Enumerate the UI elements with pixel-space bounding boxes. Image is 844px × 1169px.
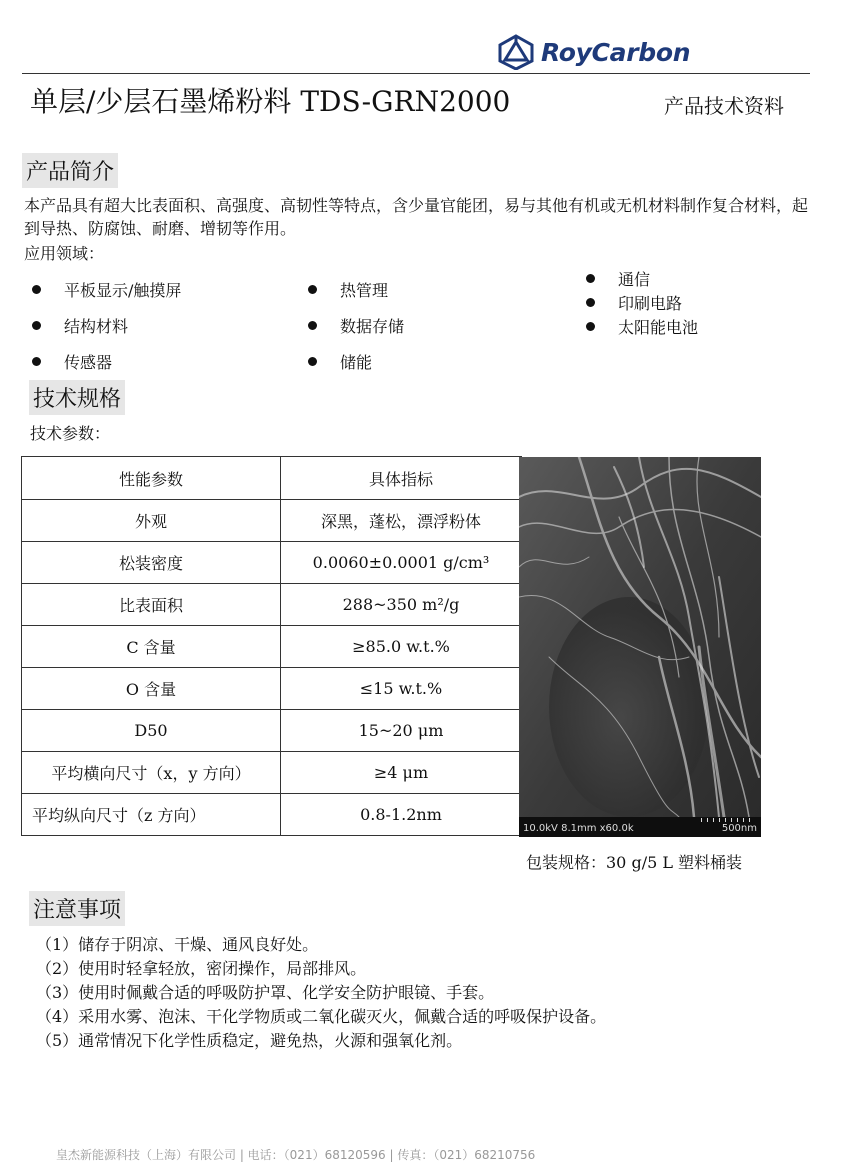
bullet-icon: [308, 321, 317, 330]
list-item: （5）通常情况下化学性质稳定，避免热，火源和强氧化剂。: [36, 1031, 463, 1050]
list-item: [308, 307, 404, 343]
table-row: [22, 668, 522, 710]
page-title: 单层/少层石墨烯粉料 TDS-GRN2000: [30, 85, 511, 118]
sem-scale-label: 500nm: [721, 823, 757, 834]
table-row: [22, 542, 522, 584]
table-row: [22, 500, 522, 542]
specs-label: 技术参数：: [30, 424, 111, 443]
list-item: （1）储存于阴凉、干燥、通风良好处。: [36, 935, 319, 954]
table-row: [22, 752, 522, 794]
list-item-label: 太阳能电池: [618, 317, 699, 337]
table-cell: 平均横向尺寸（x，y 方向）: [22, 752, 281, 794]
list-item: [32, 343, 181, 379]
list-item-label: 储能: [340, 352, 373, 372]
notes-list: [36, 933, 606, 1053]
table-cell: 比表面积: [22, 584, 281, 626]
section-heading-specs: 技术规格: [29, 380, 125, 415]
list-item: （2）使用时轻拿轻放，密闭操作，局部排风。: [36, 959, 367, 978]
bullet-icon: [308, 357, 317, 366]
brand-name: RoyCarbon: [541, 37, 691, 67]
list-item-label: 传感器: [64, 352, 113, 372]
list-item-label: 结构材料: [64, 316, 129, 336]
table-cell: ≥85.0 w.t.%: [281, 626, 522, 668]
list-item-label: 平板显示/触摸屏: [64, 280, 182, 300]
table-cell: 平均纵向尺寸（z 方向）: [22, 794, 281, 836]
list-item-label: 热管理: [340, 280, 389, 300]
spec-table: [21, 456, 522, 836]
list-item-label: 通信: [618, 269, 651, 289]
bullet-icon: [32, 357, 41, 366]
bullet-icon: [32, 321, 41, 330]
hexagon-logo-icon: [497, 34, 535, 70]
table-cell: D50: [22, 710, 281, 752]
table-cell: 松装密度: [22, 542, 281, 584]
list-item: [308, 271, 404, 307]
table-header-row: [22, 457, 522, 500]
table-cell: 288~350 m²/g: [281, 584, 522, 626]
page-subtitle: 产品技术资料: [664, 94, 784, 118]
applications-column-2: [308, 271, 404, 379]
applications-label: 应用领域：: [24, 244, 105, 263]
list-item: [308, 343, 404, 379]
scale-bar-ticks: [701, 818, 755, 822]
bullet-icon: [586, 298, 595, 307]
table-row: [22, 584, 522, 626]
table-cell: 外观: [22, 500, 281, 542]
packaging-spec: 包装规格：30 g/5 L 塑料桶装: [526, 853, 743, 872]
table-cell: 0.0060±0.0001 g/cm³: [281, 542, 522, 584]
table-row: [22, 794, 522, 836]
list-item: （4）采用水雾、泡沫、干化学物质或二氧化碳灭火，佩戴合适的呼吸保护设备。: [36, 1007, 607, 1026]
table-cell: 深黑，蓬松，漂浮粉体: [281, 500, 522, 542]
section-heading-intro: 产品简介: [22, 153, 118, 188]
table-cell: 15~20 μm: [281, 710, 522, 752]
list-item: [586, 314, 698, 338]
table-cell: 0.8-1.2nm: [281, 794, 522, 836]
sem-info-text: 10.0kV 8.1mm x60.0k: [523, 823, 634, 834]
table-header: 性能参数: [22, 457, 281, 500]
list-item-label: 印刷电路: [618, 293, 683, 313]
graphene-sheet-image: [519, 457, 761, 837]
applications-column-1: [32, 271, 181, 379]
intro-description: 本产品具有超大比表面积、高强度、高韧性等特点，含少量官能团，易与其他有机或无机材料制作复合材料，起到导热、防腐蚀、耐磨、增韧等作用。: [24, 196, 809, 238]
brand-logo: [497, 34, 690, 70]
table-row: [22, 710, 522, 752]
bullet-icon: [586, 322, 595, 331]
table-row: [22, 626, 522, 668]
list-item: [586, 290, 698, 314]
list-item: [586, 266, 698, 290]
table-cell: ≥4 μm: [281, 752, 522, 794]
list-item: [32, 307, 181, 343]
list-item: （3）使用时佩戴合适的呼吸防护罩、化学安全防护眼镜、手套。: [36, 983, 495, 1002]
bullet-icon: [308, 285, 317, 294]
table-header: 具体指标: [281, 457, 522, 500]
bullet-icon: [586, 274, 595, 283]
section-heading-notes: 注意事项: [29, 891, 125, 926]
table-cell: ≤15 w.t.%: [281, 668, 522, 710]
list-item-label: 数据存储: [340, 316, 405, 336]
applications-column-3: [586, 266, 698, 338]
bullet-icon: [32, 285, 41, 294]
list-item: [32, 271, 181, 307]
table-cell: O 含量: [22, 668, 281, 710]
header-rule: [22, 73, 810, 74]
sem-micrograph: [519, 457, 761, 837]
table-cell: C 含量: [22, 626, 281, 668]
page-footer: 皇杰新能源科技（上海）有限公司 | 电话：（021）68120596 | 传真：（021）68210756: [56, 1148, 536, 1162]
